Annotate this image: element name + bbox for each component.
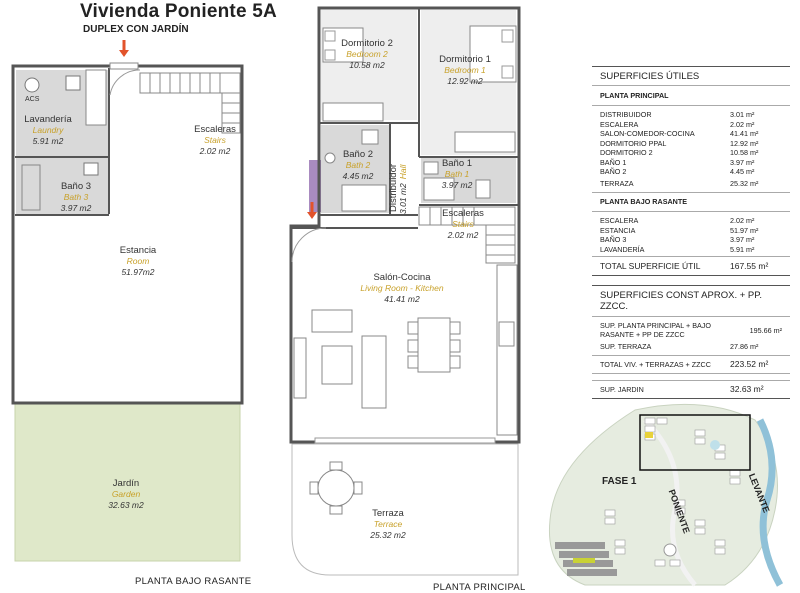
room-jardin bbox=[108, 478, 143, 511]
room-escaleras-upper bbox=[442, 208, 484, 241]
row-value: 3.97 m² bbox=[730, 157, 755, 167]
row-value: 167.55 m² bbox=[730, 261, 769, 271]
table-row bbox=[600, 226, 782, 236]
room-area: 12.92 m2 bbox=[447, 76, 483, 86]
room-name: Lavandería bbox=[24, 114, 72, 125]
const-total-row bbox=[592, 356, 790, 373]
table-row bbox=[600, 216, 782, 226]
row-value: 51.97 m² bbox=[730, 225, 759, 235]
table-row bbox=[600, 245, 782, 255]
room-area: 2.02 m2 bbox=[447, 230, 479, 240]
utiles-heading: SUPERFICIES ÚTILES bbox=[600, 71, 700, 82]
row-value: 3.01 m² bbox=[730, 110, 755, 119]
room-name: Distribuidor bbox=[388, 163, 399, 212]
room-area: 51.97m2 bbox=[121, 267, 155, 277]
row-label: TERRAZA bbox=[600, 178, 634, 188]
bajo-heading: PLANTA BAJO RASANTE bbox=[600, 197, 688, 206]
row-label: SALON-COMEDOR-COCINA bbox=[600, 129, 695, 138]
row-label: ESCALERA bbox=[600, 216, 639, 225]
terraza-row bbox=[592, 177, 790, 193]
surfaces-table bbox=[592, 66, 790, 399]
lower-plan-caption: PLANTA BAJO RASANTE bbox=[135, 576, 252, 587]
room-distribuidor-info bbox=[398, 165, 408, 214]
room-sub: Bath 3 bbox=[63, 192, 89, 202]
room-bano3 bbox=[61, 181, 92, 214]
row-value: 41.41 m² bbox=[730, 129, 759, 138]
table-row bbox=[600, 129, 782, 139]
room-area: 4.45 m2 bbox=[342, 171, 374, 181]
row-value: 2.02 m² bbox=[730, 119, 755, 129]
room-area: 32.63 m2 bbox=[108, 500, 144, 510]
room-name: Jardín bbox=[112, 478, 140, 489]
page-title: Vivienda Poniente 5A bbox=[80, 1, 277, 22]
room-sub: Stairs bbox=[452, 219, 474, 229]
room-name: Salón-Cocina bbox=[373, 272, 431, 283]
table-row bbox=[600, 110, 782, 120]
row-label: TOTAL SUPERFICIE ÚTIL bbox=[600, 261, 701, 271]
row-value: 195.66 m² bbox=[749, 326, 782, 335]
room-terraza bbox=[370, 508, 405, 541]
row-label: TOTAL VIV. + TERRAZAS + ZZCC bbox=[600, 359, 711, 369]
row-value: 27.86 m² bbox=[730, 342, 759, 351]
room-sub: Laundry bbox=[32, 125, 64, 135]
row-value: 2.02 m² bbox=[730, 216, 755, 225]
room-dormitorio1 bbox=[439, 54, 491, 87]
row-value: 3.97 m² bbox=[730, 235, 755, 244]
table-row bbox=[600, 148, 782, 158]
bajo-rows bbox=[592, 212, 790, 256]
row-label: SUP. PLANTA PRINCIPAL + BAJO RASANTE + PP DE ZZCC bbox=[600, 321, 711, 339]
room-name: Baño 3 bbox=[60, 181, 92, 192]
room-name: Baño 1 bbox=[441, 158, 473, 169]
site-levante-label: LEVANTE bbox=[746, 472, 772, 515]
jardin-row bbox=[592, 381, 790, 398]
table-row bbox=[600, 139, 782, 149]
room-area: 5.91 m2 bbox=[32, 136, 64, 146]
row-value: 223.52 m² bbox=[730, 358, 769, 369]
room-area: 10.58 m2 bbox=[349, 60, 385, 70]
row-value: 25.32 m² bbox=[730, 178, 759, 188]
row-label: SUP. JARDIN bbox=[600, 384, 644, 394]
principal-heading: PLANTA PRINCIPAL bbox=[600, 91, 669, 100]
row-label: BAÑO 1 bbox=[600, 157, 627, 167]
room-sub: Bedroom 1 bbox=[444, 65, 486, 75]
room-sub: Bath 1 bbox=[444, 169, 470, 179]
table-row bbox=[600, 167, 782, 177]
page-subtitle: DUPLEX CON JARDÍN bbox=[83, 24, 189, 35]
row-label: LAVANDERÍA bbox=[600, 244, 645, 254]
room-name: Terraza bbox=[372, 508, 404, 519]
room-area: 2.02 m2 bbox=[199, 146, 231, 156]
const-row-2 bbox=[592, 339, 790, 355]
upper-plan-caption: PLANTA PRINCIPAL bbox=[433, 582, 526, 593]
room-sub: Hall bbox=[398, 164, 408, 180]
row-label: BAÑO 3 bbox=[600, 235, 627, 244]
total-utiles-row bbox=[592, 257, 790, 275]
row-label: SUP. TERRAZA bbox=[600, 342, 652, 351]
row-value: 5.91 m² bbox=[730, 244, 755, 254]
site-fase-label: FASE 1 bbox=[602, 476, 637, 487]
room-sub: Room bbox=[126, 256, 150, 266]
row-label: BAÑO 2 bbox=[600, 167, 627, 176]
room-sub: Garden bbox=[111, 489, 141, 499]
room-sub: Bedroom 2 bbox=[346, 49, 388, 59]
table-row bbox=[600, 120, 782, 130]
room-area: 25.32 m2 bbox=[370, 530, 406, 540]
room-salon-cocina bbox=[360, 272, 443, 305]
room-name: Escaleras bbox=[442, 208, 484, 219]
room-bano2 bbox=[343, 149, 374, 182]
row-label: ESTANCIA bbox=[600, 225, 636, 235]
room-sub: Stairs bbox=[204, 135, 226, 145]
row-label: DISTRIBUIDOR bbox=[600, 110, 652, 119]
room-sub: Living Room - Kitchen bbox=[360, 283, 444, 293]
row-value: 4.45 m² bbox=[730, 167, 755, 176]
row-value: 32.63 m² bbox=[730, 383, 764, 394]
row-label: ESCALERA bbox=[600, 119, 639, 129]
room-name: Dormitorio 1 bbox=[439, 54, 491, 65]
room-area: 3.01 m2 bbox=[398, 183, 408, 214]
acs-label: ACS bbox=[25, 96, 40, 103]
room-sub: Terrace bbox=[373, 519, 403, 529]
room-area: 3.97 m2 bbox=[60, 203, 92, 213]
row-label: DORMITORIO 2 bbox=[600, 148, 653, 157]
site-poniente-label: PONIENTE bbox=[666, 488, 692, 535]
row-value: 10.58 m² bbox=[730, 148, 759, 157]
row-label: DORMITORIO PPAL bbox=[600, 138, 667, 148]
room-name: Escaleras bbox=[194, 124, 236, 135]
table-row bbox=[600, 235, 782, 245]
room-bano1 bbox=[442, 158, 473, 191]
room-sub: Bath 2 bbox=[345, 160, 371, 170]
room-area: 41.41 m2 bbox=[384, 294, 420, 304]
room-lavanderia bbox=[24, 114, 72, 147]
room-escaleras-lower bbox=[194, 124, 236, 157]
row-value: 12.92 m² bbox=[730, 138, 759, 148]
room-name: Baño 2 bbox=[342, 149, 374, 160]
room-name: Estancia bbox=[119, 245, 157, 256]
principal-rows bbox=[592, 106, 790, 177]
room-estancia bbox=[120, 245, 156, 278]
room-dormitorio2 bbox=[341, 38, 393, 71]
room-area: 3.97 m2 bbox=[441, 180, 473, 190]
table-row bbox=[600, 158, 782, 168]
room-name: Dormitorio 2 bbox=[341, 38, 393, 49]
const-row-1 bbox=[592, 317, 790, 339]
const-heading: SUPERFICIES CONST APROX. + PP. ZZCC. bbox=[600, 290, 762, 312]
